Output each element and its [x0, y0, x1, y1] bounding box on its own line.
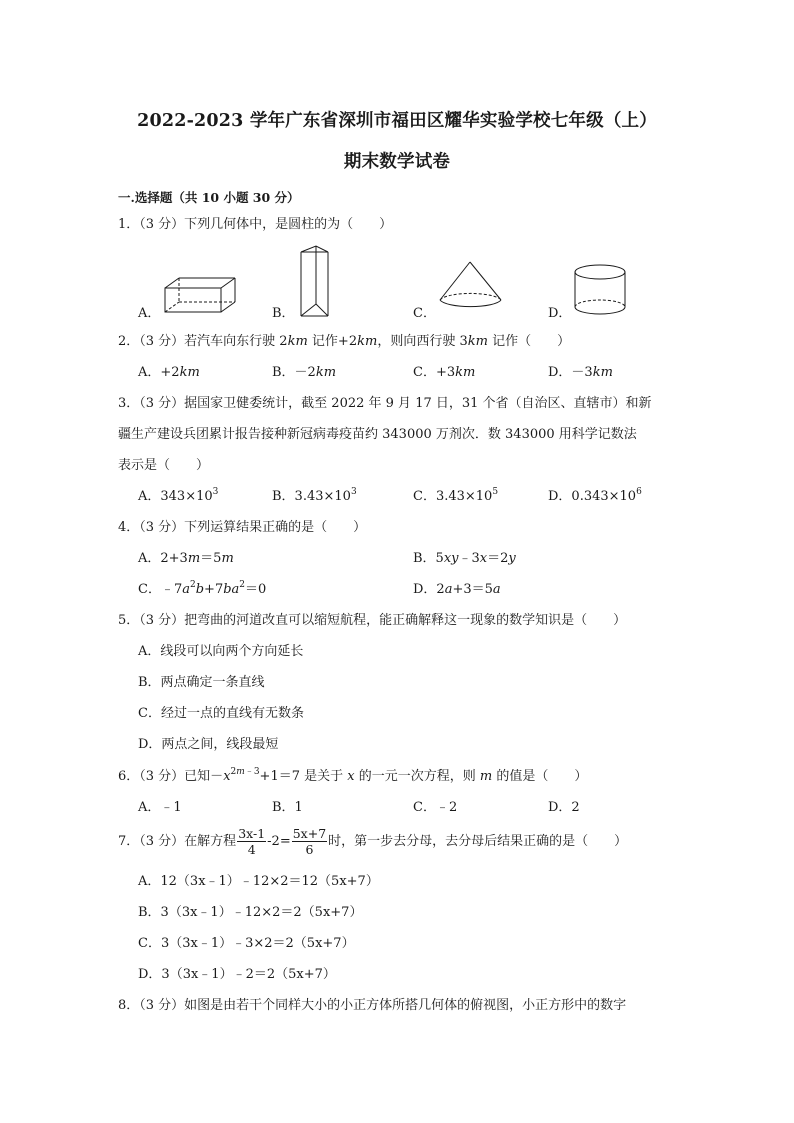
question-7-option-d: D．3（3x﹣1）﹣2＝2（5x+7） [138, 967, 336, 982]
question-5-option-a: A．线段可以向两个方向延长 [138, 644, 304, 659]
question-6-option-a: A．﹣1 [138, 800, 182, 815]
question-1-option-a: A． [138, 306, 161, 321]
question-7-option-b: B．3（3x﹣1）﹣12×2＝2（5x+7） [138, 905, 363, 920]
question-3-line3: 表示是（ ） [118, 458, 210, 473]
question-3-line2: 疆生产建设兵团累计报告接种新冠病毒疫苗约 343000 万剂次．数 343000 用科学记数法 [118, 427, 637, 442]
question-5-stem: 5．（3 分）把弯曲的河道改直可以缩短航程，能正确解释这一现象的数学知识是（ ） [118, 613, 627, 628]
question-4-option-b: B．5xy﹣3x＝2y [413, 551, 516, 566]
question-2-stem: 2．（3 分）若汽车向东行驶 2km 记作+2km，则向西行驶 3km 记作（ ） [118, 334, 571, 349]
triangular-prism-icon [298, 244, 338, 324]
question-2-option-b: B．－2km [272, 365, 337, 380]
question-4-option-a: A．2+3m＝5m [138, 551, 234, 566]
cone-icon [437, 260, 507, 315]
question-1-option-d: D． [548, 306, 572, 321]
question-6-option-b: B．1 [272, 800, 303, 815]
fraction-2: $\frac{5x+7}{6}$ [292, 826, 327, 857]
section-heading: 一.选择题（共 10 小题 30 分） [118, 190, 300, 205]
question-2-option-c: C．+3km [413, 365, 476, 380]
question-3-option-a: A．$343\times 10^3$ [138, 487, 219, 504]
question-5-option-d: D．两点之间，线段最短 [138, 737, 279, 752]
question-2-option-d: D．－3km [548, 365, 613, 380]
question-7-stem: 7．（3 分）在解方程 $\frac{3x-1}{4}$ -2= $\frac{5x+7}{6}$ 时，第一步去分母，去分母后结果正确的是（ ） [118, 826, 628, 857]
exam-title-line2: 期末数学试卷 [343, 152, 451, 172]
rectangular-prism-icon [163, 276, 243, 316]
question-1-stem: 1．（3 分）下列几何体中，是圆柱的为（ ） [118, 217, 393, 232]
exam-title-line1: 2022-2023 学年广东省深圳市福田区耀华实验学校七年级（上） [137, 111, 657, 131]
question-3-option-c: C．$3.43\times 10^5$ [413, 487, 499, 504]
question-3-option-b: B．$3.43\times 10^3$ [272, 487, 357, 504]
question-6-stem: 6．（3 分）已知$-x^{2m﹣3}+1=7$ 是关于 x 的一元一次方程，则 m 的值是（ ） [118, 767, 588, 784]
question-7-option-c: C．3（3x﹣1）﹣3×2＝2（5x+7） [138, 936, 355, 951]
question-6-option-d: D．2 [548, 800, 580, 815]
question-5-option-c: C．经过一点的直线有无数条 [138, 706, 304, 721]
question-3-line1: 3．（3 分）据国家卫健委统计，截至 2022 年 9 月 17 日，31 个省（自治区、直辖市）和新 [118, 396, 652, 411]
question-7-option-a: A．12（3x﹣1）﹣12×2＝12（5x+7） [138, 874, 379, 889]
question-3-option-d: D．$0.343\times 10^6$ [548, 487, 642, 504]
question-8-line1: 8．（3 分）如图是由若干个同样大小的小正方体所搭几何体的俯视图，小正方形中的数字 [118, 998, 627, 1013]
question-6-option-c: C．﹣2 [413, 800, 458, 815]
question-4-option-d: D．2a+3＝5a [413, 582, 501, 597]
cylinder-icon [573, 263, 633, 323]
question-1-option-b: B． [272, 306, 295, 321]
question-2-option-a: A．+2km [138, 365, 200, 380]
question-4-stem: 4．（3 分）下列运算结果正确的是（ ） [118, 520, 367, 535]
question-4-option-c: C．$﹣7a^2b+7ba^2=0$ [138, 580, 267, 597]
question-5-option-b: B．两点确定一条直线 [138, 675, 265, 690]
question-1-option-c: C． [413, 306, 436, 321]
fraction-1: $\frac{3x-1}{4}$ [238, 826, 266, 857]
